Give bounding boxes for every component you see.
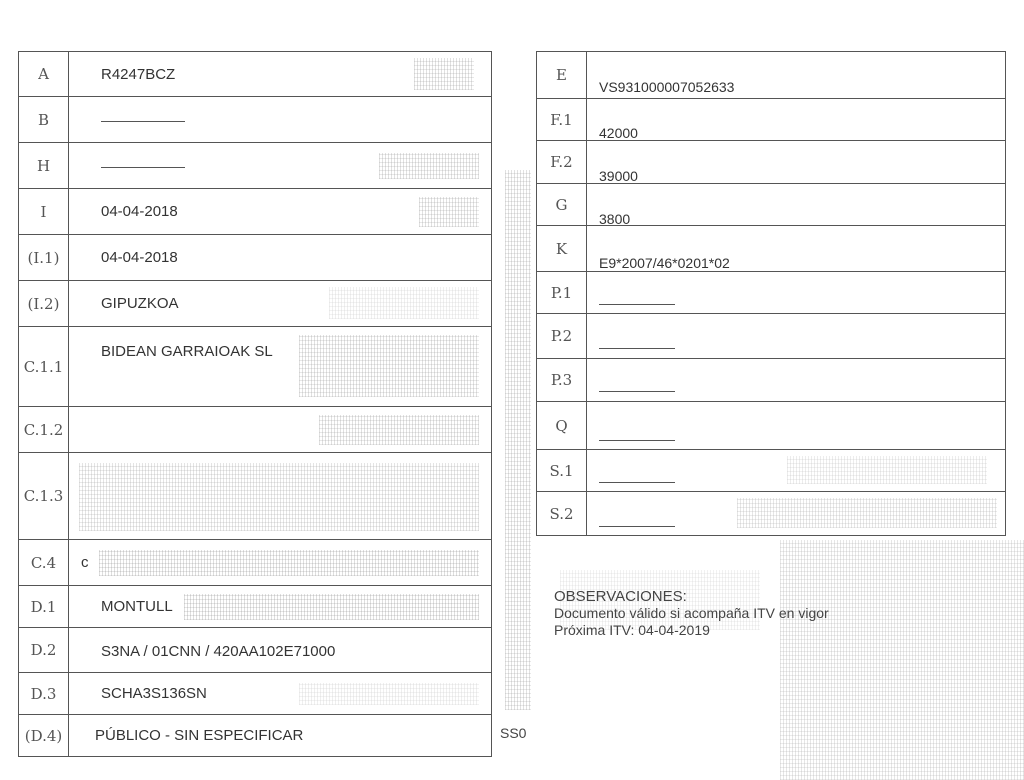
row-b xyxy=(19,97,491,143)
row-p2 xyxy=(537,314,1005,359)
row-i xyxy=(19,189,491,235)
empty-value-line xyxy=(599,482,675,483)
code-i2: (I.2) xyxy=(19,281,69,326)
row-p1 xyxy=(537,272,1005,314)
code-k: K xyxy=(537,226,587,271)
code-p1: P.1 xyxy=(537,272,587,313)
scan-noise-vertical-strip xyxy=(505,170,531,710)
empty-value-line xyxy=(599,440,675,441)
code-g: G xyxy=(537,184,587,225)
row-d1 xyxy=(19,586,491,628)
row-d3 xyxy=(19,673,491,715)
max-mass-value: 42000 xyxy=(599,125,638,141)
empty-value-line xyxy=(599,304,675,305)
code-d2: D.2 xyxy=(19,628,69,672)
commercial-name-value: SCHA3S136SN xyxy=(101,685,207,702)
row-c11 xyxy=(19,327,491,407)
row-d2 xyxy=(19,628,491,673)
scan-noise xyxy=(184,594,479,620)
right-vehicle-table xyxy=(536,51,1006,536)
row-i1 xyxy=(19,235,491,281)
service-value: PÚBLICO - SIN ESPECIFICAR xyxy=(95,727,304,744)
row-g xyxy=(537,184,1005,226)
type-approval-value: E9*2007/46*0201*02 xyxy=(599,255,730,271)
observations-line-2: Próxima ITV: 04-04-2019 xyxy=(554,622,710,638)
scan-noise xyxy=(299,335,479,397)
code-i: I xyxy=(19,189,69,234)
code-p3: P.3 xyxy=(537,359,587,401)
code-d4: (D.4) xyxy=(19,715,69,756)
scan-noise xyxy=(414,58,474,90)
empty-value-line xyxy=(101,121,185,122)
observations-heading: OBSERVACIONES: xyxy=(554,588,687,605)
code-d1: D.1 xyxy=(19,586,69,627)
code-f2: F.2 xyxy=(537,141,587,183)
row-e xyxy=(537,52,1005,99)
make-value: MONTULL xyxy=(101,598,173,615)
row-f2 xyxy=(537,141,1005,184)
empty-value-line xyxy=(599,526,675,527)
code-f1: F.1 xyxy=(537,99,587,140)
left-registration-table xyxy=(18,51,492,757)
scan-noise xyxy=(329,287,479,319)
code-q: Q xyxy=(537,402,587,449)
scan-noise xyxy=(419,197,479,227)
type-variant-value: S3NA / 01CNN / 420AA102E71000 xyxy=(101,643,336,660)
code-b: B xyxy=(19,97,69,142)
observations-block xyxy=(554,588,829,639)
row-k xyxy=(537,226,1005,272)
observations-line-1: Documento válido si acompaña ITV en vigor xyxy=(554,605,829,621)
row-c12 xyxy=(19,407,491,453)
row-f1 xyxy=(537,99,1005,141)
scan-noise xyxy=(79,463,479,531)
code-s1: S.1 xyxy=(537,450,587,491)
code-c11: C.1.1 xyxy=(19,327,69,406)
first-registration-date: 04-04-2018 xyxy=(101,203,178,220)
scan-noise xyxy=(299,683,479,705)
row-c4 xyxy=(19,540,491,586)
row-h xyxy=(19,143,491,189)
code-i1: (I.1) xyxy=(19,235,69,280)
plate-value: R4247BCZ xyxy=(101,66,176,83)
empty-value-line xyxy=(101,167,185,168)
scan-noise xyxy=(737,498,997,528)
row-q xyxy=(537,402,1005,450)
code-p2: P.2 xyxy=(537,314,587,358)
c4-value: c xyxy=(81,554,89,571)
scan-noise xyxy=(787,456,987,484)
code-c12: C.1.2 xyxy=(19,407,69,452)
scan-noise xyxy=(99,550,479,576)
registration-date: 04-04-2018 xyxy=(101,249,178,266)
vin-value: VS931000007052633 xyxy=(599,79,735,95)
row-c13 xyxy=(19,453,491,540)
row-a xyxy=(19,52,491,97)
code-a: A xyxy=(19,52,69,96)
row-d4 xyxy=(19,715,491,756)
province-value: GIPUZKOA xyxy=(101,295,179,312)
row-i2 xyxy=(19,281,491,327)
footer-code: SS0 xyxy=(500,725,527,741)
empty-value-line xyxy=(599,348,675,349)
code-d3: D.3 xyxy=(19,673,69,714)
mass-in-running-order-value: 3800 xyxy=(599,211,631,227)
row-p3 xyxy=(537,359,1005,402)
code-h: H xyxy=(19,143,69,188)
row-s2 xyxy=(537,492,1005,536)
max-mass-service-value: 39000 xyxy=(599,168,638,184)
code-c4: C.4 xyxy=(19,540,69,585)
empty-value-line xyxy=(599,391,675,392)
code-c13: C.1.3 xyxy=(19,453,69,539)
code-s2: S.2 xyxy=(537,492,587,536)
scan-noise xyxy=(379,153,479,179)
scan-noise-bottom-right xyxy=(780,540,1024,780)
row-s1 xyxy=(537,450,1005,492)
scan-noise xyxy=(319,415,479,445)
holder-name: BIDEAN GARRAIOAK SL xyxy=(101,343,273,360)
code-e: E xyxy=(537,52,587,98)
